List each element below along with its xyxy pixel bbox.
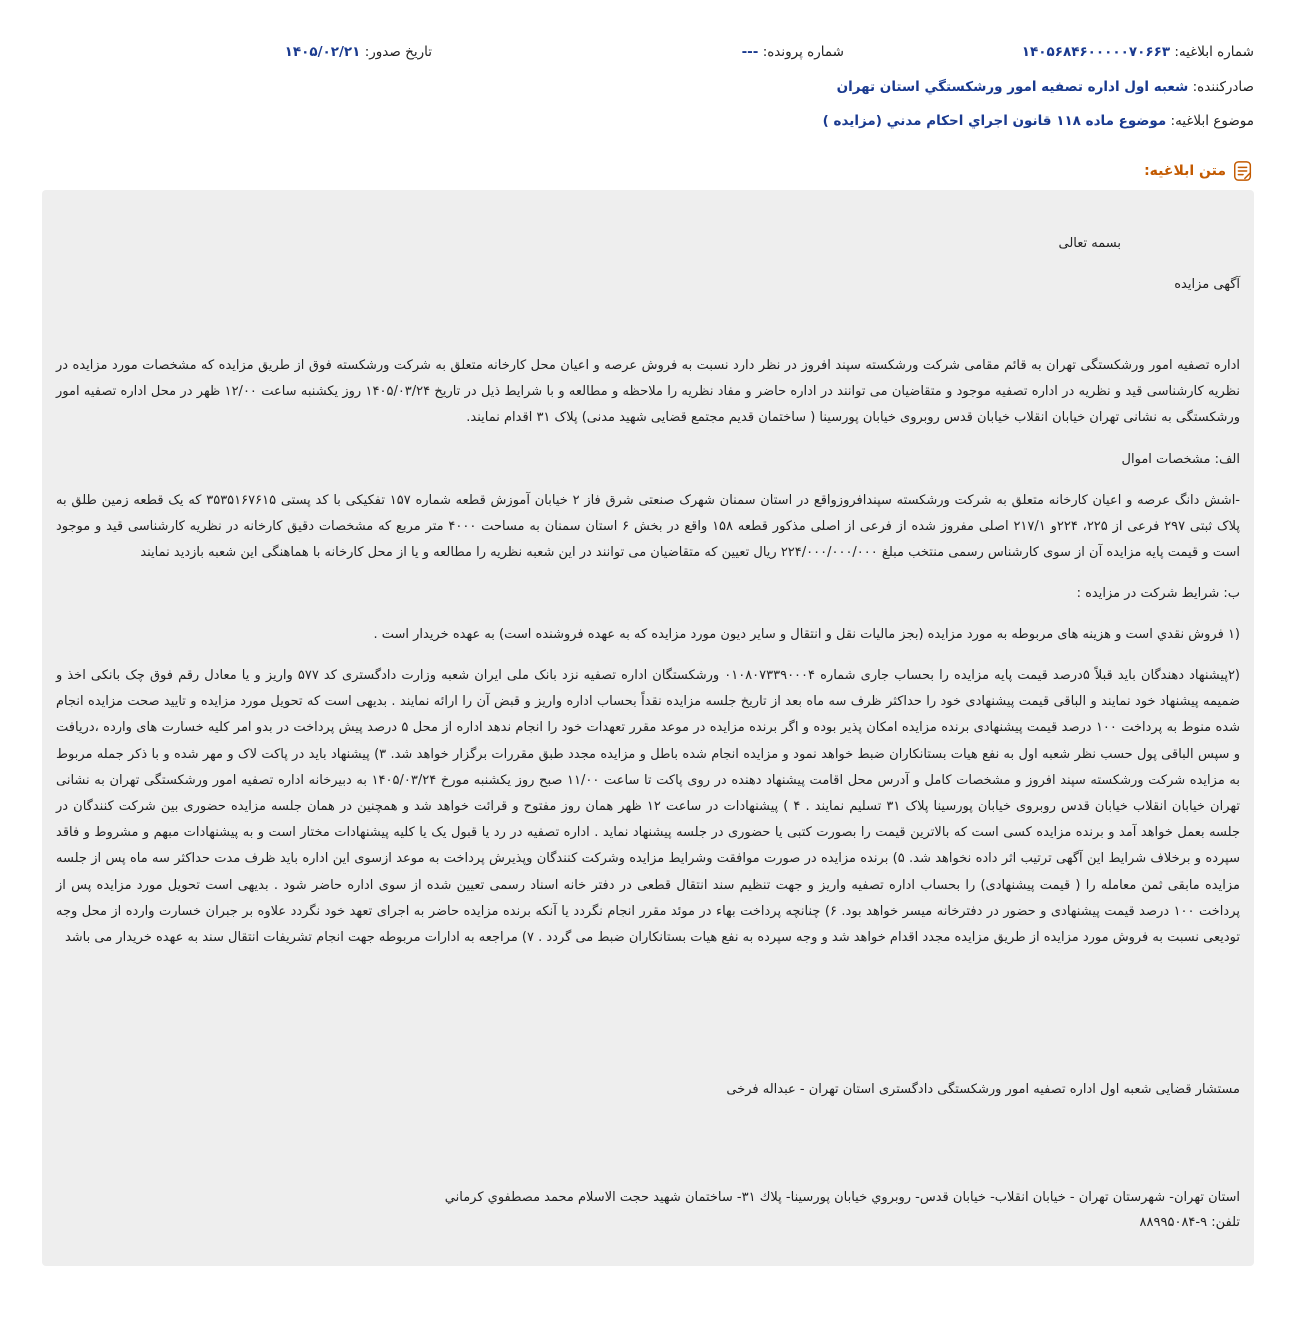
notice-text-panel xyxy=(42,190,1254,1266)
section-b-title: ب: شرایط شرکت در مزایده : xyxy=(1076,586,1240,601)
notice-text-title: متن ابلاغیه: xyxy=(1144,163,1226,179)
condition-1: (۱ فروش نقدي است و هزینه های مربوطه به مورد مزایده (بجز مالیات نقل و انتقال و سایر دیون مورد مزایده که به عهده فروشنده است) به عهده خریدار است . xyxy=(373,627,1240,642)
issuer-field xyxy=(837,79,1254,95)
address: استان تهران- شهرستان تهران - خيابان انقلاب- خيابان قدس- روبروي خيابان پورسينا- پلاك ٣١- ساختمان شهيد حجت الاسلام محمد مصطفوي كرماني xyxy=(444,1190,1240,1205)
case-number-label: شماره پرونده: xyxy=(762,44,844,60)
signer: مستشار قضایی شعبه اول اداره تصفیه امور ورشکستگی دادگستری استان تهران - عبداله فرخی xyxy=(726,1082,1240,1097)
intro-paragraph: اداره تصفیه امور ورشکستگی تهران به قائم مقامی شرکت ورشکسته سپند افروز در نظر دارد نسبت به فروش عرصه و اعیان محل کارخانه متعلق به شرکت ورشکسته فوق از طریق مزایده که مشخصات مورد مزایده در نظریه کارشناسی قید و نظریه در اداره تصفیه موجود و متقاضیان می توانند در اداره حاضر و مفاد نظریه را ملاحظه و مطالعه و با شرایط ذیل در تاریخ ۱۴۰۵/۰۳/۲۴ روز یکشنبه ساعت ۱۲/۰۰ ظهر در محل اداره تصفیه امور ورشکستگی به نشانی تهران خیابان انقلاب خیابان قدس روبروی خیابان پورسینا ( ساختمان قدیم مجتمع قضایی شهید مدنی) پلاک ۳۱ اقدام نمایند. xyxy=(56,358,1241,426)
basmala: بسمه تعالی xyxy=(1058,236,1121,251)
subject-value: موضوع ماده ۱۱۸ قانون اجراي احكام مدني (مزايده ) xyxy=(822,113,1167,129)
subject-label: موضوع ابلاغیه: xyxy=(1170,113,1254,129)
issue-date-value: ۱۴۰۵/۰۲/۲۱ xyxy=(284,44,361,60)
auction-heading: آگهی مزایده xyxy=(1174,277,1240,292)
document-note-icon xyxy=(1232,160,1254,182)
notice-number-value: ۱۴۰۵۶۸۴۶۰۰۰۰۰۷۰۶۶۳ xyxy=(1021,44,1171,60)
issuer-value: شعبه اول اداره تصفیه امور ورشکستگي استان تهران xyxy=(836,79,1189,95)
notice-header xyxy=(42,44,1254,66)
notice-text-heading xyxy=(1144,158,1254,184)
issue-date-field xyxy=(285,44,432,60)
issue-date-label: تاریخ صدور: xyxy=(364,44,432,60)
case-number-value: --- xyxy=(741,44,759,60)
notice-number-field xyxy=(1022,44,1254,60)
phone: تلفن: ۹-۸۸۹۹۵۰۸۴ xyxy=(1139,1215,1240,1230)
subject-field xyxy=(823,113,1254,129)
notice-number-label: شماره ابلاغیه: xyxy=(1174,44,1254,60)
section-a-body: -اشش دانگ عرصه و اعیان کارخانه متعلق به شرکت ورشکسته سپندافروزواقع در استان سمنان شهرک صنعتی شرق فاز ۲ خیابان آموزش قطعه شماره ۱۵۷ تفکیکی با کد پستی ۳۵۳۵۱۶۷۶۱۵ که یک قطعه زمین طلق به پلاک ثبتی ۲۹۷ فرعی از ۲۲۵، ۲۲۴و ۲۱۷/۱ اصلی مفروز شده از فرعی از اصلی مذکور قطعه ۱۵۸ واقع در بخش ۶ استان سمنان به مساحت ۴۰۰۰ متر مربع که مشخصات دقیق کارخانه در نظریه کارشناسی قید و موجود است و قیمت پایه مزایده آن از سوی کارشناس رسمی منتخب مبلغ ۲۲۴/۰۰۰/۰۰۰/۰۰۰ ریال تعیین که متقاضیان می توانند در این شعبه نظریه را مطالعه و یا از محل کارخانه با هماهنگی این شعبه بازدید نمایند xyxy=(56,493,1241,561)
issuer-label: صادرکننده: xyxy=(1192,79,1254,95)
section-a-title: الف: مشخصات اموال xyxy=(1121,452,1240,467)
condition-2-onwards: (۲پیشنهاد دهندگان باید قبلاً ۵درصد قیمت پایه مزایده را بحساب جاری شماره ۰۱۰۸۰۷۳۳۹۰۰۰۴ ورشکستگان اداره تصفیه نزد بانک ملی ایران شعبه وزارت دادگستری کد ۵۷۷ واریز و یا معادل رقم فوق چک بانکی اخذ و ضمیمه پیشنهاد خود نمایند و الباقی قیمت پیشنهادی خود را حداکثر ظرف سه ماه بعد از تاریخ جلسه مزایده نقداً بحساب اداره واریز و قبض آن را ارائه نمایند . بدیهی است که تحویل مورد مزایده و تایید صحت مزایده انجام شده منوط به پرداخت ۱۰۰ درصد قیمت پیشنهادی برنده مزایده امکان پذیر بوده و اگر برنده مزایده در موعد مقرر تعهدات خود را انجام ندهد اداره از محل ۵ درصد پیش پرداخت در بدو امر کلیه خسارت های وارده ،دریافت و سپس الباقی پول حسب نظر شعبه اول به نفع هیات بستانکاران ضبط خواهد نمود و مزایده انجام شده باطل و مزایده مجدد طبق مقررات برگزار خواهد شد. ۳) پیشنهاد باید در پاکت لاک و مهر شده و با ذکر جمله مربوط به مزایده شرکت ورشکسته سپند افروز و مشخصات کامل و آدرس محل اقامت پیشنهاد دهنده در روی پاکت تا ساعت ۱۱/۰۰ صبح روز یکشنبه مورخ ۱۴۰۵/۰۳/۲۴ به دبیرخانه اداره تصفیه امور ورشکستگی تهران به نشانی تهران خیابان انقلاب خیابان قدس روبروی خیابان پورسینا پلاک ۳۱ تسلیم نمایند . ۴ ) پیشنهادات در ساعت ۱۲ ظهر همان روز مفتوح و قرائت خواهد شد و همچنین در همان جلسه مزایده حضوری بین شرکت کنندگان در جلسه بعمل خواهد آمد و برنده مزایده کسی است که بالاترین قیمت را بصورت کتبی یا حضوری در جلسه پیشنهاد نماید . اداره تصفیه در رد یا قبول یک یا کلیه پیشنهادات مختار است و به پیشنهادات مبهم و مشروط و فاقد سپرده و برخلاف شرایط این آگهی ترتیب اثر داده نخواهد شد. ۵) برنده مزایده در صورت موافقت وشرایط مزایده وشرکت کنندگان وپذیرش پرداخت به موعد ازسوی این اداره باید ظرف مدت حداکثر سه ماه پس از جلسه مزایده مابقی ثمن معامله را ( قیمت پیشنهادی) را بحساب اداره تصفیه واریز و جهت تنظیم سند انتقال قطعی در دفتر خانه اسناد رسمی تعیین شده از سوی اداره حاضر شود . بدیهی است تحویل مورد مزایده پس از پرداخت ۱۰۰ درصد قیمت پیشنهادی و حضور در دفترخانه میسر خواهد بود. ۶) چنانچه پرداخت بهاء در موئد مقرر انجام نگردد یا آنکه برنده مزایده حاضر به اجرای تعهد خود نگردد علاوه بر جبران خسارت وارده از محل وجه تودیعی نسبت به فروش مورد مزایده از طریق مزایده مجدد اقدام خواهد شد و وجه سپرده به نفع هیات بستانکاران ضبط می گردد . ۷) مراجعه به ادارات مربوطه جهت انجام تشریفات انتقال سند به عهده خریدار می باشد xyxy=(56,668,1240,946)
case-number-field xyxy=(742,44,844,60)
